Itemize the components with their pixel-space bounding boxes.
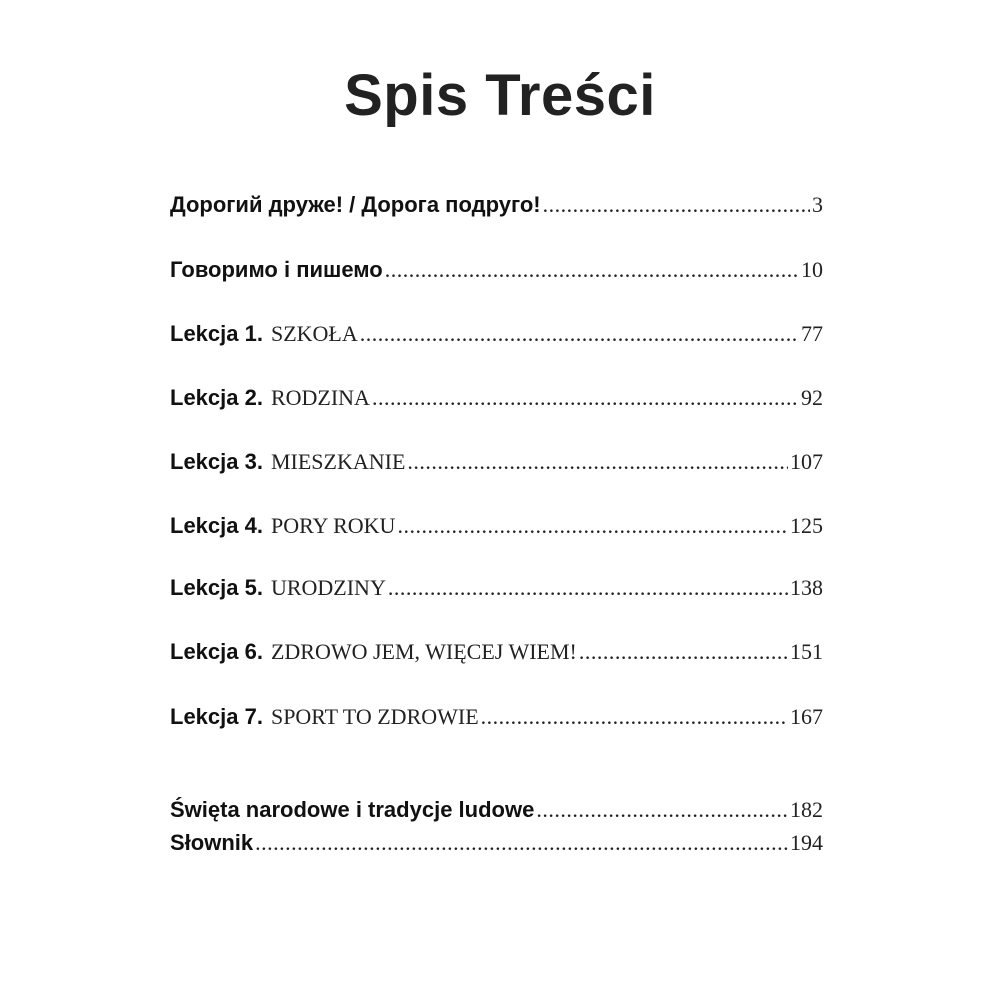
toc-leader-dots xyxy=(543,192,810,218)
toc-page-number: 138 xyxy=(790,575,823,600)
toc-lesson-number: Lekcja 6. xyxy=(170,639,263,664)
toc-entry-label: Говоримо і пишемо xyxy=(170,257,383,282)
toc-page-number: 77 xyxy=(801,321,823,346)
toc-entry-greeting[interactable] xyxy=(170,192,823,218)
page-title: Spis Treści xyxy=(344,63,656,128)
toc-lesson-title: RODZINA xyxy=(270,385,370,410)
toc-entry-lesson-2[interactable] xyxy=(170,385,823,411)
toc-entry-holidays-traditions[interactable] xyxy=(170,797,823,823)
toc-page-number: 92 xyxy=(801,385,823,410)
toc-lesson-title: SPORT TO ZDROWIE xyxy=(270,704,479,729)
toc-entry-lesson-3[interactable] xyxy=(170,449,823,475)
toc-page-number: 194 xyxy=(790,830,823,855)
toc-leader-dots xyxy=(385,257,799,283)
toc-leader-dots xyxy=(397,513,788,539)
toc-leader-dots xyxy=(255,830,788,856)
toc-entry-speaking-writing[interactable] xyxy=(170,257,823,283)
toc-leader-dots xyxy=(481,704,788,730)
toc-leader-dots xyxy=(407,449,788,475)
toc-leader-dots xyxy=(360,321,799,347)
toc-lesson-number: Lekcja 2. xyxy=(170,385,263,410)
toc-lesson-number: Lekcja 5. xyxy=(170,575,263,600)
toc-page-number: 167 xyxy=(790,704,823,729)
toc-lesson-title: ZDROWO JEM, WIĘCEJ WIEM! xyxy=(270,639,577,664)
toc-leader-dots xyxy=(536,797,788,823)
toc-page-number: 10 xyxy=(801,257,823,282)
toc-entry-dictionary[interactable] xyxy=(170,830,823,856)
toc-lesson-title: SZKOŁA xyxy=(270,321,358,346)
toc-lesson-number: Lekcja 4. xyxy=(170,513,263,538)
toc-lesson-title: MIESZKANIE xyxy=(270,449,406,474)
toc-entry-label: Słownik xyxy=(170,830,254,855)
toc-leader-dots xyxy=(388,575,788,601)
toc-entry-label: Święta narodowe i tradycje ludowe xyxy=(170,797,535,822)
toc-lesson-title: PORY ROKU xyxy=(270,513,396,538)
toc-page-number: 107 xyxy=(790,449,823,474)
toc-page-number: 151 xyxy=(790,639,823,664)
toc-page-number: 125 xyxy=(790,513,823,538)
toc-entry-lesson-5[interactable] xyxy=(170,575,823,601)
toc-page-number: 182 xyxy=(790,797,823,822)
toc-page-number: 3 xyxy=(812,192,823,217)
toc-entry-lesson-7[interactable] xyxy=(170,704,823,730)
toc-lesson-number: Lekcja 1. xyxy=(170,321,263,346)
toc-lesson-number: Lekcja 7. xyxy=(170,704,263,729)
toc-entry-lesson-6[interactable] xyxy=(170,639,823,665)
toc-leader-dots xyxy=(579,639,788,665)
toc-lesson-title: URODZINY xyxy=(270,575,386,600)
toc-leader-dots xyxy=(372,385,799,411)
toc-lesson-number: Lekcja 3. xyxy=(170,449,263,474)
toc-entry-lesson-4[interactable] xyxy=(170,513,823,539)
toc-entry-lesson-1[interactable] xyxy=(170,321,823,347)
toc-entry-label: Дорогий друже! / Дорога подруго! xyxy=(170,192,541,217)
